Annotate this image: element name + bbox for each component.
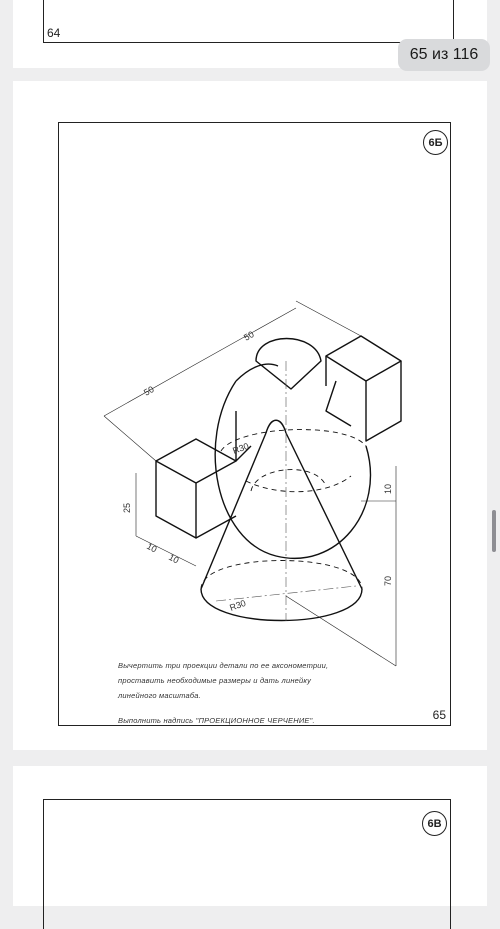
instructions-text-2: Выполнить надпись "ПРОЕКЦИОННОЕ ЧЕРЧЕНИЕ". — [118, 716, 315, 725]
variant-badge: 6Б — [423, 130, 448, 155]
page-number: 65 — [432, 708, 446, 722]
block-right-top — [326, 336, 401, 381]
dim-label-r30-base: R30 — [228, 597, 248, 613]
dim-ext-70 — [286, 596, 396, 666]
block-left-face — [156, 461, 196, 538]
block-right-side — [366, 361, 401, 441]
sphere-top — [236, 364, 278, 381]
dim-label-10-a: 10 — [145, 540, 159, 555]
instructions-text: Вычертить три проекции детали по ее аксонометрии, проставить необходимые размеры и дать линейку линейного масштаба. — [118, 661, 329, 700]
dim-label-r30-top: R30 — [231, 440, 251, 456]
current-page — [13, 81, 487, 750]
cone-right — [286, 433, 362, 589]
page-frame — [43, 0, 454, 43]
dim-label-25: 25 — [122, 502, 132, 513]
page-frame — [43, 799, 451, 929]
dim-label-10-right: 10 — [383, 483, 393, 494]
sphere-hidden-2 — [246, 476, 351, 492]
isometric-drawing — [86, 211, 426, 681]
dim-ext-2 — [296, 301, 361, 336]
dim-label-70: 70 — [383, 575, 393, 586]
scrollbar-thumb[interactable] — [492, 510, 496, 552]
page-counter: 65 из 116 — [398, 39, 490, 71]
variant-badge: 6В — [422, 811, 447, 836]
inner-arc-2 — [326, 381, 351, 426]
dim-line-10 — [136, 536, 196, 566]
cone-left — [201, 433, 266, 589]
dim-label-50-left: 50 — [142, 384, 156, 398]
block-left-top — [156, 439, 236, 483]
sphere-outline — [215, 381, 370, 558]
next-page — [13, 766, 487, 906]
cone-tip — [266, 420, 286, 433]
page-number: 64 — [47, 26, 61, 40]
cone-base-hidden — [201, 561, 362, 590]
dim-ext-1 — [104, 416, 156, 461]
sphere-hidden-3 — [251, 470, 326, 491]
dim-label-50-right: 50 — [242, 329, 256, 343]
dim-label-10-b: 10 — [167, 551, 181, 566]
cone-base — [201, 589, 362, 621]
